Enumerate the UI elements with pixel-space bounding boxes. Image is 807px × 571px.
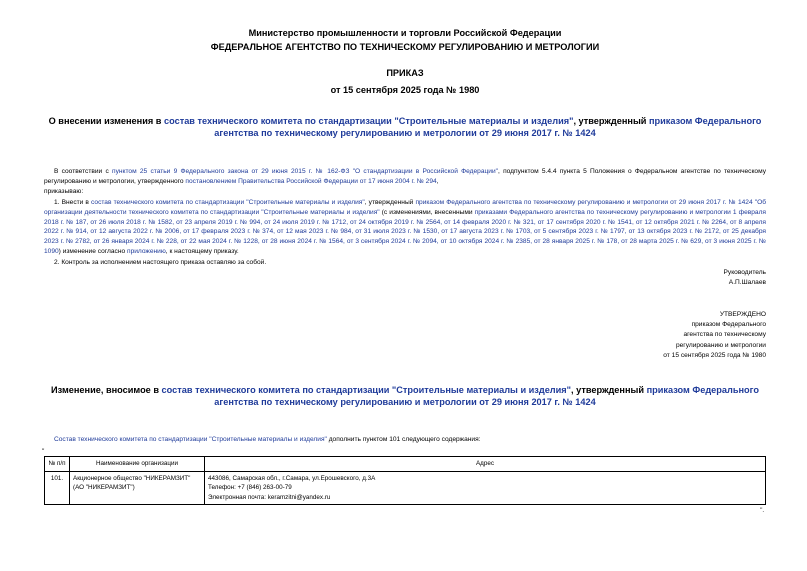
- text: В соответствии с: [54, 168, 113, 175]
- title-link-order[interactable]: приказом Федерального агентства по техническому регулированию и метрологии от 29 июня 2017 г. № 1424: [214, 116, 762, 138]
- end-quote-mark: ".: [760, 508, 764, 514]
- appendix-link-committee[interactable]: состав технического комитета по стандартизации "Строительные материалы и изделия": [161, 385, 571, 395]
- approval-line: УТВЕРЖДЕНО: [719, 311, 766, 318]
- col-header-address: Адрес: [205, 457, 766, 472]
- signatory-name: А.П.Шалаев: [728, 279, 766, 286]
- text: , подпунктом 5.4.4 пункта 5 Положения о Федеральном агентстве по техническому регулированию и метрологии, утвержденного: [44, 168, 767, 185]
- title-text-mid: , утвержденный: [571, 385, 647, 395]
- address-line: 443086, Самарская обл., г.Самара, ул.Ерошевского, д.3А: [208, 474, 376, 482]
- appendix-intro: [54, 436, 480, 443]
- col-header-org: Наименование организации: [70, 457, 205, 472]
- text: дополнить пунктом 101 следующего содержания:: [326, 436, 481, 443]
- link-federal-law[interactable]: пунктом 25 статьи 9 Федерального закона от 29 июня 2015 г. № 162-ФЗ "О стандартизации в Российской Федерации": [112, 168, 498, 175]
- title-link-committee[interactable]: состав технического комитета по стандартизации "Строительные материалы и изделия": [163, 116, 574, 126]
- doc-date-number: от 15 сентября 2025 года № 1980: [330, 85, 480, 95]
- text: ,: [436, 177, 439, 185]
- link-appendix[interactable]: приложению: [127, 247, 166, 255]
- cell-address: [205, 471, 766, 505]
- approval-line: от 15 сентября 2025 года № 1980: [663, 351, 766, 359]
- paragraph-basis: [44, 167, 766, 187]
- signature-block: [724, 268, 766, 288]
- text: , к настоящему приказу.: [165, 247, 239, 255]
- approval-line: приказом Федерального: [691, 321, 766, 329]
- link-order-1424[interactable]: приказом Федерального агентства по техническому регулированию и метрологии от 29 июня 2017 г. № 1424 "Об организации деятельности технического комитета по стандартизации "Строительные материалы и изделия": [44, 199, 766, 216]
- approval-line: агентства по техническому: [683, 331, 766, 339]
- paragraph-order-word: приказываю:: [44, 188, 84, 195]
- signatory-role: Руководитель: [723, 269, 766, 276]
- doc-title: [44, 116, 766, 139]
- paragraph-item-1: [44, 198, 766, 257]
- appendix-title: [44, 385, 766, 408]
- table-row: [45, 471, 766, 505]
- link-amendments[interactable]: приказами Федерального агентства по техническому регулированию и метрологии 1 февраля 2018 г. № 187, от 26 июля 2018 г. № 1582, от 23 апреля 2019 г. № 994, от 24 июля 2019 г. № 1712, от 24 октября 2019 г. № 2564, от 14 февраля 2020 г. № 321, от 17 сентября 2020 г. № 1541, от 12 октября 2021 г. № 2264, от 8 апреля 2022 г. № 914, от 12 августа 2022 г. № 2006, от 17 февраля 2023 г. № 374, от 12 мая 2023 г. № 984, от 31 июля 2023 г. № 1530, от 17 августа 2023 г. № 1703, от 5 сентября 2023 г. № 1797, от 13 октября 2023 г. № 2172, от 25 декабря 2023 г. № 2782, от 26 января 2024 г. № 228, от 22 мая 2024 г. № 1228, от 28 июня 2024 г. № 1564, от 3 сентября 2024 г. № 2094, от 10 октября 2024 г. № 2385, от 28 января 2025 г. № 178, от 28 марта 2025 г. № 629, от 3 июня 2025 г. № 1090: [44, 208, 766, 255]
- col-header-number: № п/п: [45, 457, 70, 472]
- agency-name: ФЕДЕРАЛЬНОЕ АГЕНТСТВО ПО ТЕХНИЧЕСКОМУ РЕГУЛИРОВАНИЮ И МЕТРОЛОГИИ: [210, 42, 600, 52]
- approval-block: [663, 310, 766, 361]
- members-table: [44, 456, 766, 505]
- approval-line: регулированию и метрологии: [675, 341, 766, 349]
- org-short: (АО "НИКЕРАМЗИТ"): [73, 484, 135, 491]
- paragraph-item-2: 2. Контроль за исполнением настоящего приказа оставляю за собой.: [54, 259, 267, 266]
- title-text-mid: , утвержденный: [573, 116, 649, 126]
- text: 1. Внести в: [54, 199, 92, 206]
- phone-line: Телефон: +7 (846) 263-00-79: [208, 484, 292, 491]
- appendix-link-order[interactable]: приказом Федерального агентства по техническому регулированию и метрологии от 29 июня 2017 г. № 1424: [214, 385, 759, 407]
- title-text: Изменение, вносимое в: [51, 385, 162, 395]
- link-committee[interactable]: состав технического комитета по стандартизации "Строительные материалы и изделия": [91, 199, 365, 206]
- ministry-name: Министерство промышленности и торговли Российской Федерации: [248, 28, 562, 38]
- table-header-row: [45, 457, 766, 472]
- intro-link-committee[interactable]: Состав технического комитета по стандартизации "Строительные материалы и изделия": [54, 436, 327, 443]
- text: ) изменение согласно: [58, 247, 127, 255]
- text: (с изменениями, внесенными: [379, 208, 475, 216]
- email-line: Электронная почта: keramzitni@yandex.ru: [208, 493, 331, 501]
- cell-org: [70, 471, 205, 505]
- cell-number: 101.: [45, 471, 70, 505]
- quote-mark: ": [42, 448, 45, 455]
- link-government-decree[interactable]: постановлением Правительства Российской Федерации от 17 июня 2004 г. № 294: [185, 177, 437, 185]
- org-name: Акционерное общество "НИКЕРАМЗИТ": [73, 474, 191, 482]
- doc-type: ПРИКАЗ: [386, 68, 424, 78]
- title-text: О внесении изменения в: [48, 116, 164, 126]
- text: , утвержденный: [364, 199, 416, 206]
